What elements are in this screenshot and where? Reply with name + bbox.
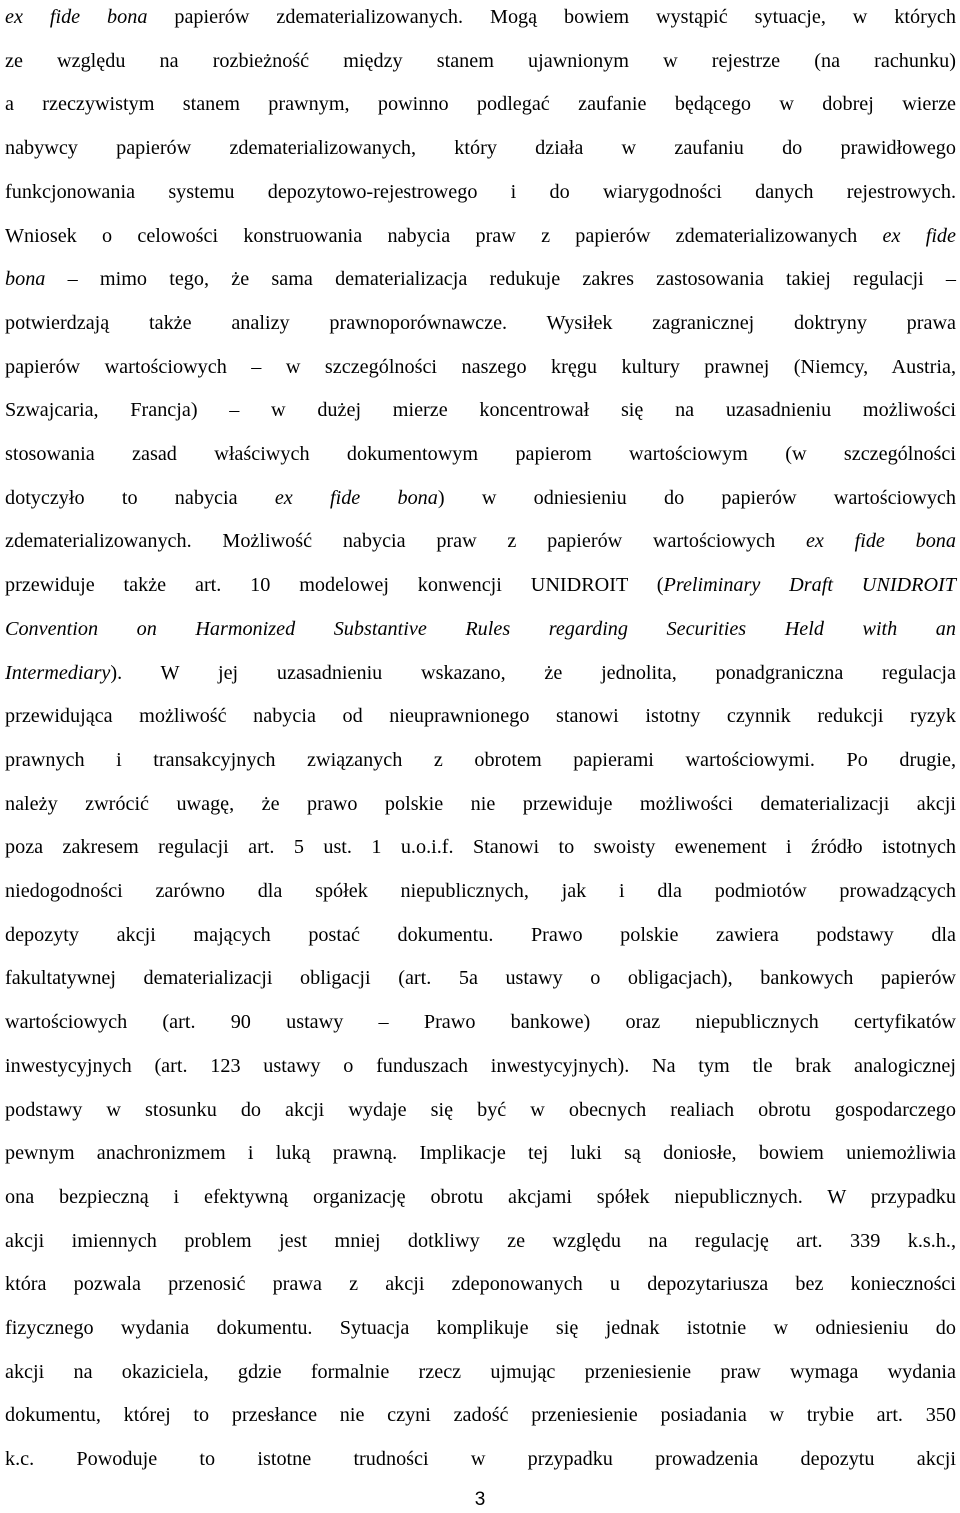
italic-text: ex fide: [882, 224, 956, 247]
text-run: podstawy w stosunku do akcji wydaje się być w obecnych realiach obrotu gospodarczego: [5, 1098, 956, 1121]
text-run: należy zwrócić uwagę, że prawo polskie nie przewiduje możliwości dematerializacji akcji: [5, 792, 956, 815]
text-line: [5, 614, 956, 644]
text-line: [5, 395, 956, 425]
text-line: [5, 1313, 956, 1343]
text-run: poza zakresem regulacji art. 5 ust. 1 u.o.i.f. Stanowi to swoisty ewenement i źródło istotnych: [5, 836, 956, 859]
text-line: [5, 1357, 956, 1387]
text-run: przewidująca możliwość nabycia od nieuprawnionego stanowi istotny czynnik redukcji ryzyk: [5, 705, 956, 728]
text-run: wartościowych (art. 90 ustawy – Prawo bankowe) oraz niepublicznych certyfikatów: [5, 1011, 956, 1034]
text-run: Szwajcaria, Francja) – w dużej mierze koncentrował się na uzasadnieniu możliwości: [5, 399, 956, 422]
text-line: [5, 308, 956, 338]
text-run: ). W jej uzasadnieniu wskazano, że jednolita, ponadgraniczna regulacja: [110, 661, 956, 684]
text-line: [5, 789, 956, 819]
text-line: [5, 46, 956, 76]
text-run: inwestycyjnych (art. 123 ustawy o funduszach inwestycyjnych). Na tym tle brak analogicznej: [5, 1054, 956, 1077]
text-run: która pozwala przenosić prawa z akcji zdeponowanych u depozytariusza bez konieczności: [5, 1273, 956, 1296]
text-line: [5, 1444, 956, 1474]
text-run: zdematerializowanych. Możliwość nabycia praw z papierów wartościowych: [5, 530, 806, 553]
text-line: [5, 221, 956, 251]
text-line: [5, 177, 956, 207]
italic-text: bona: [5, 268, 46, 291]
italic-text: ex fide bona: [274, 486, 438, 509]
text-run: papierów zdematerializowanych. Mogą bowiem wystąpić sytuacje, w których: [147, 6, 956, 28]
text-line: [5, 439, 956, 469]
italic-text: Preliminary Draft UNIDROIT: [663, 574, 956, 597]
text-run: ona bezpieczną i efektywną organizację obrotu akcjami spółek niepublicznych. W przypadku: [5, 1185, 956, 1208]
italic-text: Intermediary: [5, 661, 111, 684]
text-line: [5, 526, 956, 556]
text-line: [5, 2, 956, 32]
text-line: [5, 264, 956, 294]
text-run: ) w odniesieniu do papierów wartościowych: [437, 486, 956, 509]
text-line: [5, 1182, 956, 1212]
text-run: funkcjonowania systemu depozytowo-rejestrowego i do wiarygodności danych rejestrowych.: [5, 180, 956, 203]
text-line: [5, 1400, 956, 1430]
text-line: [5, 133, 956, 163]
text-run: fizycznego wydania dokumentu. Sytuacja komplikuje się jednak istotnie w odniesieniu do: [5, 1317, 956, 1339]
text-run: nabywcy papierów zdematerializowanych, który działa w zaufaniu do prawidłowego: [5, 137, 956, 160]
text-run: papierów wartościowych – w szczególności naszego kręgu kultury prawnej (Niemcy, Austria,: [5, 355, 956, 378]
text-line: [5, 1095, 956, 1125]
italic-text: ex fide bona: [805, 530, 956, 553]
text-run: akcji imiennych problem jest mniej dotkliwy ze względu na regulację art. 339 k.s.h.,: [5, 1229, 956, 1252]
text-run: potwierdzają także analizy prawnoporównawcze. Wysiłek zagranicznej doktryny prawa: [5, 311, 956, 334]
text-line: [5, 920, 956, 950]
text-run: ze względu na rozbieżność między stanem ujawnionym w rejestrze (na rachunku): [5, 49, 956, 72]
italic-text: Convention on Harmonized Substantive Rules regarding Securities Held with an: [5, 617, 956, 640]
text-line: [5, 1269, 956, 1299]
text-run: dokumentu, której to przesłance nie czyni zadość przeniesienie posiadania w trybie art. 350: [5, 1404, 956, 1427]
text-run: depozyty akcji mających postać dokumentu. Prawo polskie zawiera podstawy dla: [5, 923, 956, 946]
text-run: fakultatywnej dematerializacji obligacji (art. 5a ustawy o obligacjach), bankowych papierów: [5, 967, 956, 990]
text-run: dotyczyło to nabycia: [5, 486, 275, 509]
text-run: akcji na okaziciela, gdzie formalnie rzecz ujmując przeniesienie praw wymaga wydania: [5, 1360, 956, 1383]
text-line: [5, 1226, 956, 1256]
text-run: niedogodności zarówno dla spółek niepublicznych, jak i dla podmiotów prowadzących: [5, 880, 956, 902]
text-run: prawnych i transakcyjnych związanych z obrotem papierami wartościowymi. Po drugie,: [5, 748, 956, 771]
text-line: [5, 963, 956, 993]
italic-text: ex fide bona: [5, 6, 148, 28]
text-line: [5, 1051, 956, 1081]
text-line: [5, 352, 956, 382]
text-run: pewnym anachronizmem i luką prawną. Implikacje tej luki są doniosłe, bowiem uniemożliwia: [5, 1142, 956, 1165]
page-number: 3: [474, 1489, 486, 1510]
text-line: [5, 876, 956, 906]
text-run: przewiduje także art. 10 modelowej konwencji UNIDROIT (: [5, 574, 664, 597]
text-line: [5, 1138, 956, 1168]
text-run: stosowania zasad właściwych dokumentowym papierom wartościowym (w szczególności: [5, 443, 956, 465]
text-line: [5, 1007, 956, 1037]
text-line: [5, 570, 956, 600]
text-run: – mimo tego, że sama dematerializacja redukuje zakres zastosowania takiej regulacji –: [45, 268, 956, 291]
text-line: [5, 89, 956, 119]
text-line: [5, 701, 956, 731]
text-run: k.c. Powoduje to istotne trudności w przypadku prowadzenia depozytu akcji: [5, 1448, 956, 1471]
text-line: [5, 658, 956, 688]
text-run: Wniosek o celowości konstruowania nabycia praw z papierów zdematerializowanych: [5, 224, 883, 247]
text-run: a rzeczywistym stanem prawnym, powinno podlegać zaufanie będącego w dobrej wierze: [5, 93, 956, 116]
text-line: [5, 832, 956, 862]
text-line: [5, 745, 956, 775]
text-line: [5, 483, 956, 513]
